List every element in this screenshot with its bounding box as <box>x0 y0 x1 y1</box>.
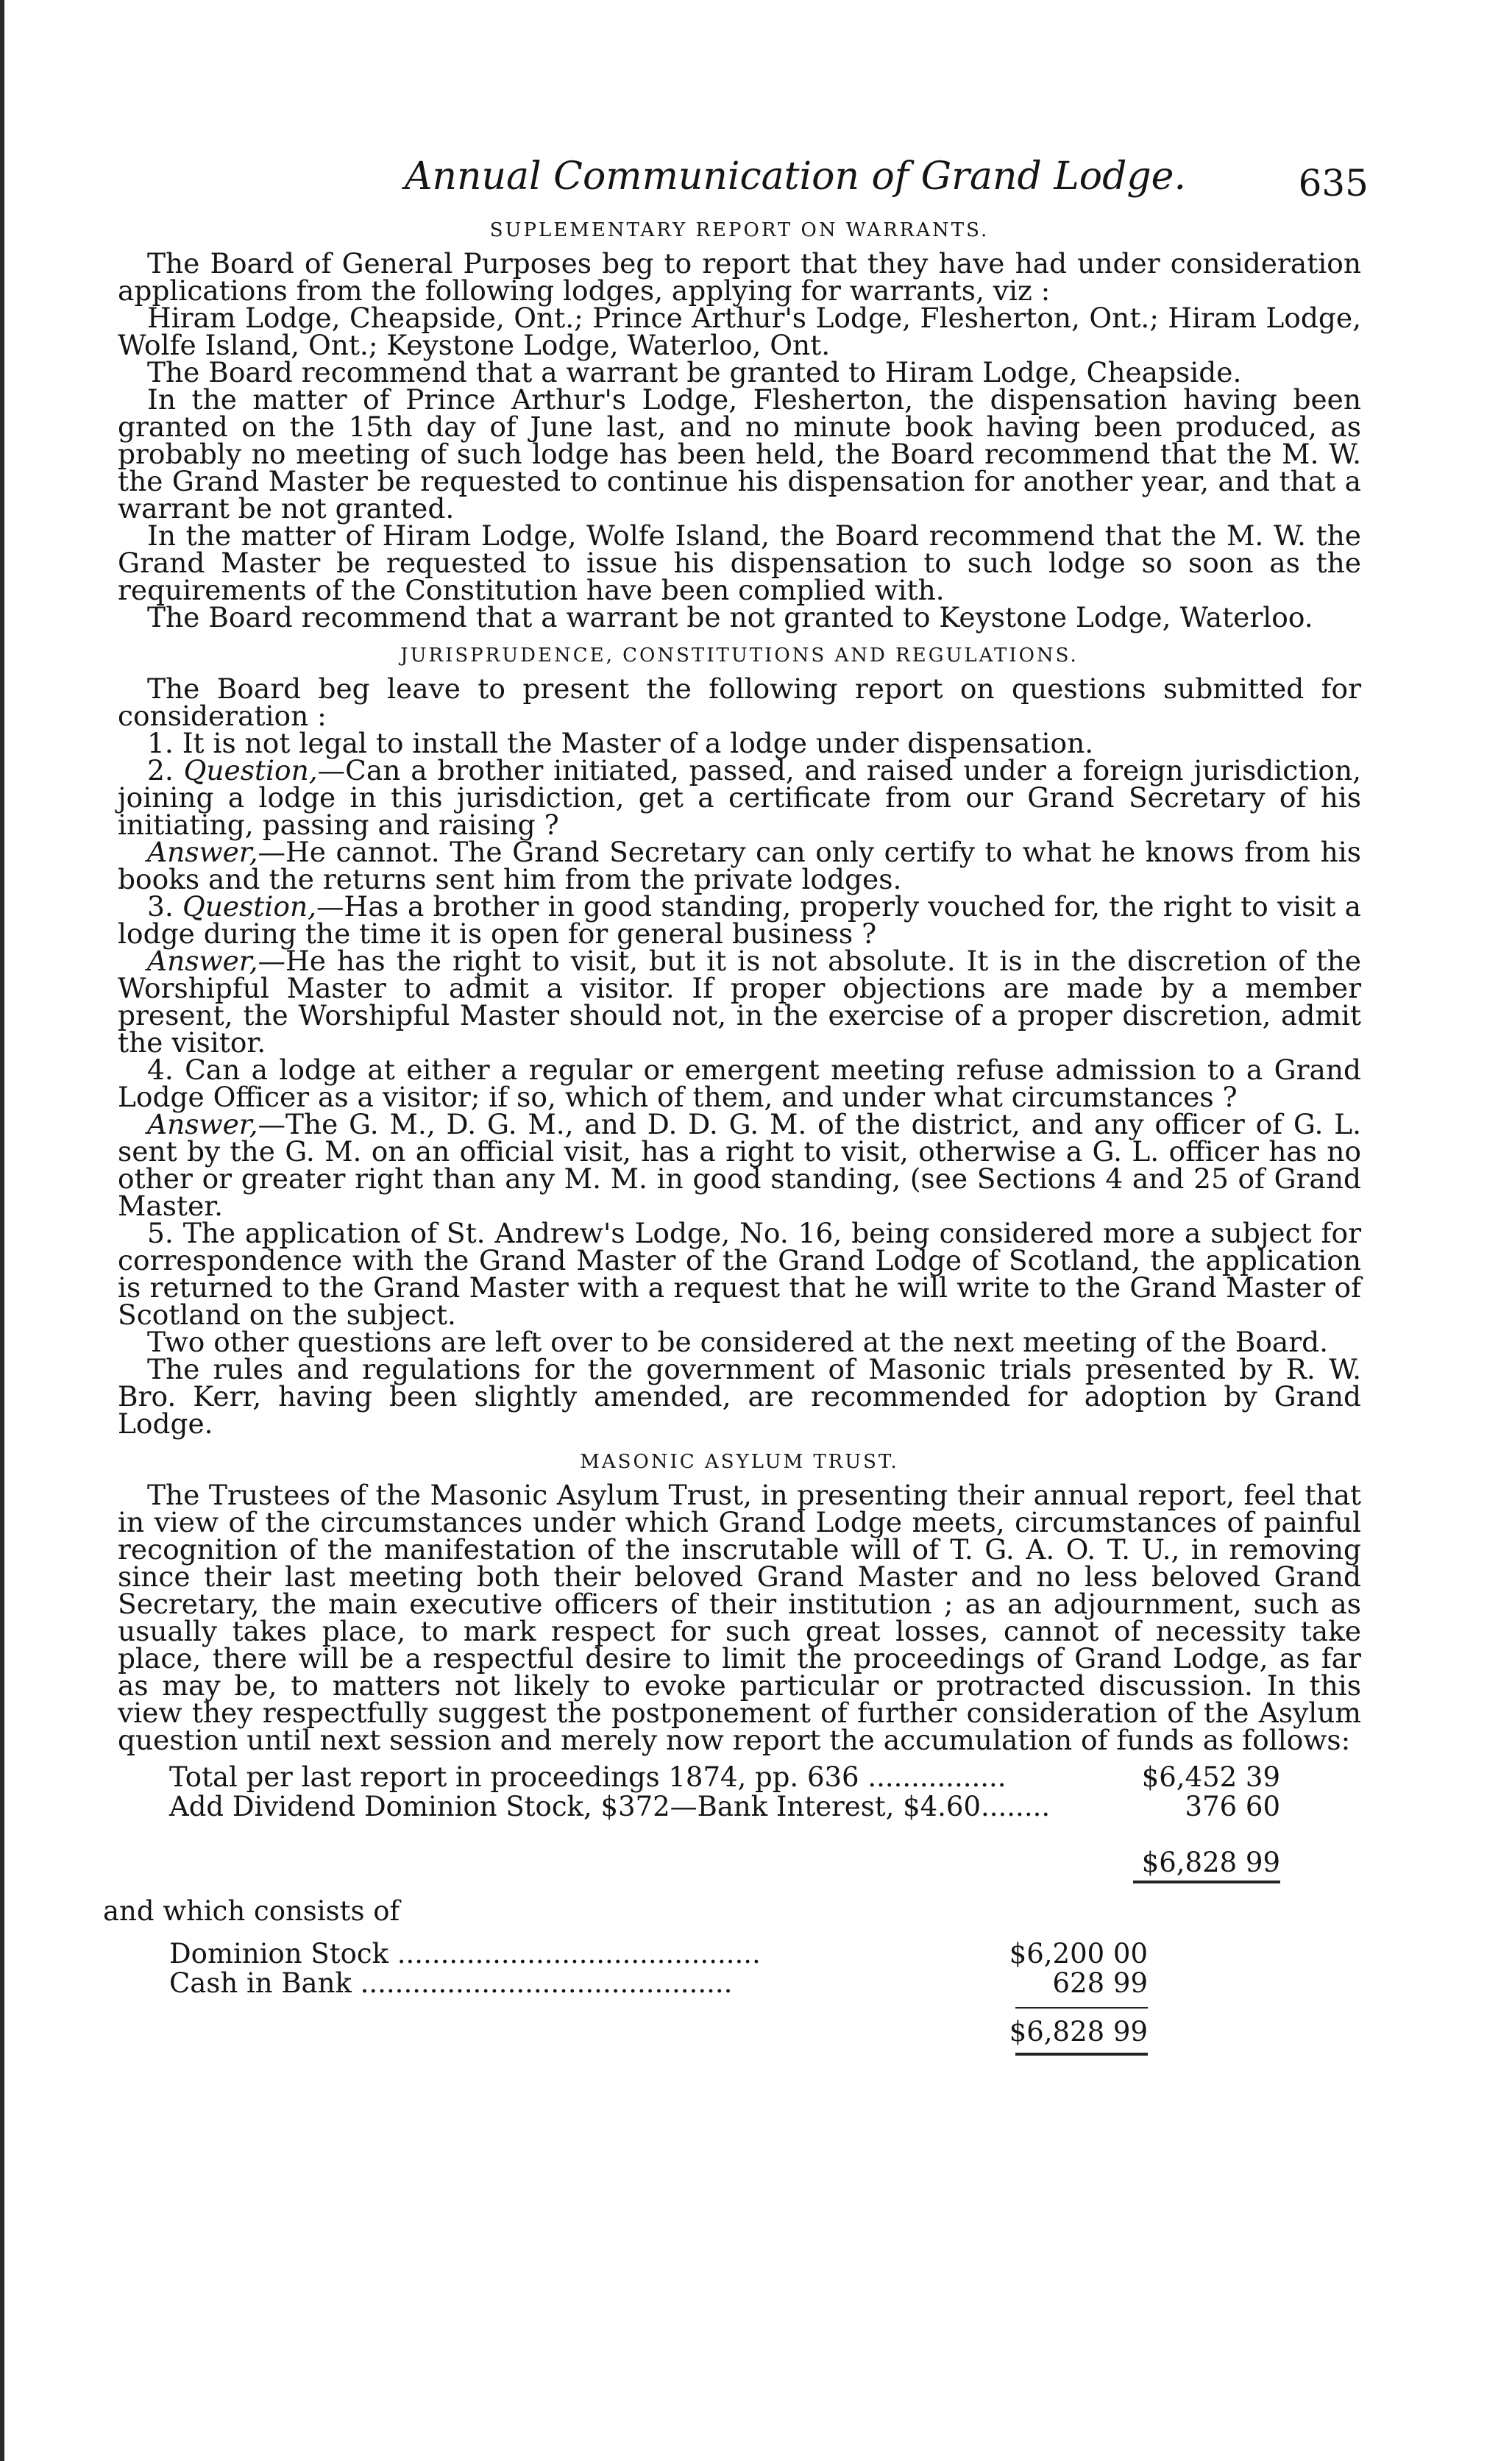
question-text: —Has a brother in good standing, properly vouched for, the right to visit a lodge during the time it is open for general business ? <box>118 890 1361 950</box>
answer-text: —He cannot. The Grand Secretary can only certify to what he knows from his books and the returns sent him from the private lodges. <box>118 836 1361 895</box>
total-rule <box>1133 1881 1280 1883</box>
account-row <box>118 1967 1148 1997</box>
paragraph: 4. Can a lodge at either a regular or emergent meeting refuse admission to a Grand Lodge Officer as a visitor; if so, which of them, and under what circumstances ? <box>118 1054 1361 1113</box>
page-header <box>118 140 1369 206</box>
paragraph: The Board recommend that a warrant be not granted to Keystone Lodge, Waterloo. <box>147 601 1313 633</box>
question-label: Question, <box>182 890 317 923</box>
scan-edge-mark <box>0 0 4 2461</box>
answer-label: Answer, <box>147 836 258 868</box>
account-total-row <box>118 2009 1148 2050</box>
question-number: 2. <box>147 754 184 786</box>
paragraph: In the matter of Prince Arthur's Lodge, Flesherton, the dispensation having been granted on the 15th day of June last, and no minute book having been produced, as probably no meeting of such lodge has been held, the Board recommend that the M. W. the Grand Master be requested to continue his dispensation for another year, and that a warrant be not granted. <box>118 383 1361 525</box>
paragraph: Hiram Lodge, Cheapside, Ont.; Prince Arthur's Lodge, Flesherton, Ont.; Hiram Lodge, Wolfe Island, Ont.; Keystone Lodge, Waterloo, Ont. <box>118 302 1361 361</box>
question-text: —Can a brother initiated, passed, and raised under a foreign jurisdiction, joining a lodge in this jurisdiction, get a certificate from our Grand Secretary of his initiating, passing and raising ? <box>118 754 1362 841</box>
question-paragraph <box>118 754 1362 841</box>
account-row <box>103 1895 1280 1927</box>
account-total: $6,828 99 <box>1009 2016 1148 2048</box>
answer-paragraph <box>118 1108 1361 1222</box>
answer-text: —The G. M., D. G. M., and D. D. G. M. of the district, and any officer of G. L. sent by the G. M. on an official visit, has a right to visit, otherwise a G. L. officer has no other or greater right than any M. M. in good standing, (see Sections 4 and 25 of Grand Master. <box>118 1108 1361 1222</box>
paragraph: The Trustees of the Masonic Asylum Trust, in presenting their annual report, feel that in view of the circumstances under which Grand Lodge meets, circumstances of painful recognition of the manifestation of the inscrutable will of T. G. A. O. T. U., in removing since their last meeting both their beloved Grand Master and no less beloved Grand Secretary, the main executive officers of their institution ; as an adjournment, such as usually takes place, to mark respect for such great losses, cannot of necessity take place, there will be a respectful desire to limit the proceedings of Grand Lodge, as far as may be, to matters not likely to evoke particular or protracted discussion. In this view they respectfully suggest the postponement of further consideration of the Asylum question until next session and merely now report the accumulation of funds as follows: <box>118 1479 1361 1756</box>
accounts-block <box>103 1761 1280 2056</box>
paragraph: 5. The application of St. Andrew's Lodge, No. 16, being considered more a subject for correspondence with the Grand Master of the Grand Lodge of Scotland, the application is returned to the Grand Master with a request that he will write to the Grand Master of Scotland on the subject. <box>118 1217 1361 1331</box>
question-number: 3. <box>147 890 182 923</box>
answer-label: Answer, <box>147 945 258 977</box>
account-label: Add Dividend Dominion Stock, $372—Bank Interest, $4.60........ <box>169 1791 1051 1822</box>
answer-paragraph <box>118 945 1361 1059</box>
section-heading-jurisprudence: JURISPRUDENCE, CONSTITUTIONS AND REGULATIONS. <box>400 644 1079 667</box>
account-label: Total per last report in proceedings 1874, pp. 636 ................ <box>169 1761 1007 1793</box>
account-amount: 628 99 <box>1052 1967 1148 1999</box>
paragraph: In the matter of Hiram Lodge, Wolfe Island, the Board recommend that the M. W. the Grand Master be requested to issue his dispensation to such lodge so soon as the requirements of the Constitution have been complied with. <box>118 519 1361 606</box>
account-total: $6,828 99 <box>1141 1847 1280 1878</box>
account-row <box>118 1938 1148 1970</box>
paragraph: 1. It is not legal to install the Master of a lodge under dispensation. <box>147 727 1094 759</box>
paragraph: Two other questions are left over to be considered at the next meeting of the Board. <box>147 1326 1329 1358</box>
paragraph: The rules and regulations for the government of Masonic trials presented by R. W. Bro. Kerr, having been slightly amended, are recommended for adoption by Grand Lodge. <box>118 1353 1361 1440</box>
account-amount: 376 60 <box>1185 1791 1280 1822</box>
paragraph: The Board of General Purposes beg to report that they have had under consideration applications from the following lodges, applying for warrants, viz : <box>118 247 1361 307</box>
running-title: Annual Communication of Grand Lodge. <box>405 155 1186 199</box>
question-label: Question, <box>183 754 318 786</box>
account-row <box>118 1791 1280 1820</box>
account-label: and which consists of <box>103 1895 400 1927</box>
account-label: Dominion Stock .......................................... <box>169 1938 761 1970</box>
total-rule <box>1015 2053 1148 2056</box>
answer-text: —He has the right to visit, but it is not absolute. It is in the discretion of the Worshipful Master to admit a visitor. If proper objections are made by a member present, the Worshipful Master should not, in the exercise of a proper discretion, admit the visitor. <box>118 945 1361 1059</box>
section-heading-warrants: SUPLEMENTARY REPORT ON WARRANTS. <box>489 219 990 241</box>
paragraph: The Board beg leave to present the following report on questions submitted for consideration : <box>118 672 1361 732</box>
account-label: Cash in Bank ........................................... <box>169 1967 733 1999</box>
page-number: 635 <box>1298 162 1369 205</box>
account-row <box>118 1761 1280 1791</box>
answer-label: Answer, <box>147 1108 258 1140</box>
breakdown-block <box>118 1938 1148 2056</box>
question-paragraph <box>118 890 1361 950</box>
answer-paragraph <box>118 836 1361 895</box>
account-amount: $6,452 39 <box>1141 1761 1280 1793</box>
account-total-row <box>118 1839 1280 1881</box>
section-heading-asylum: MASONIC ASYLUM TRUST. <box>580 1451 899 1473</box>
paragraph: The Board recommend that a warrant be granted to Hiram Lodge, Cheapside. <box>147 356 1242 388</box>
account-amount: $6,200 00 <box>1009 1938 1148 1970</box>
document-page <box>103 140 1369 2056</box>
